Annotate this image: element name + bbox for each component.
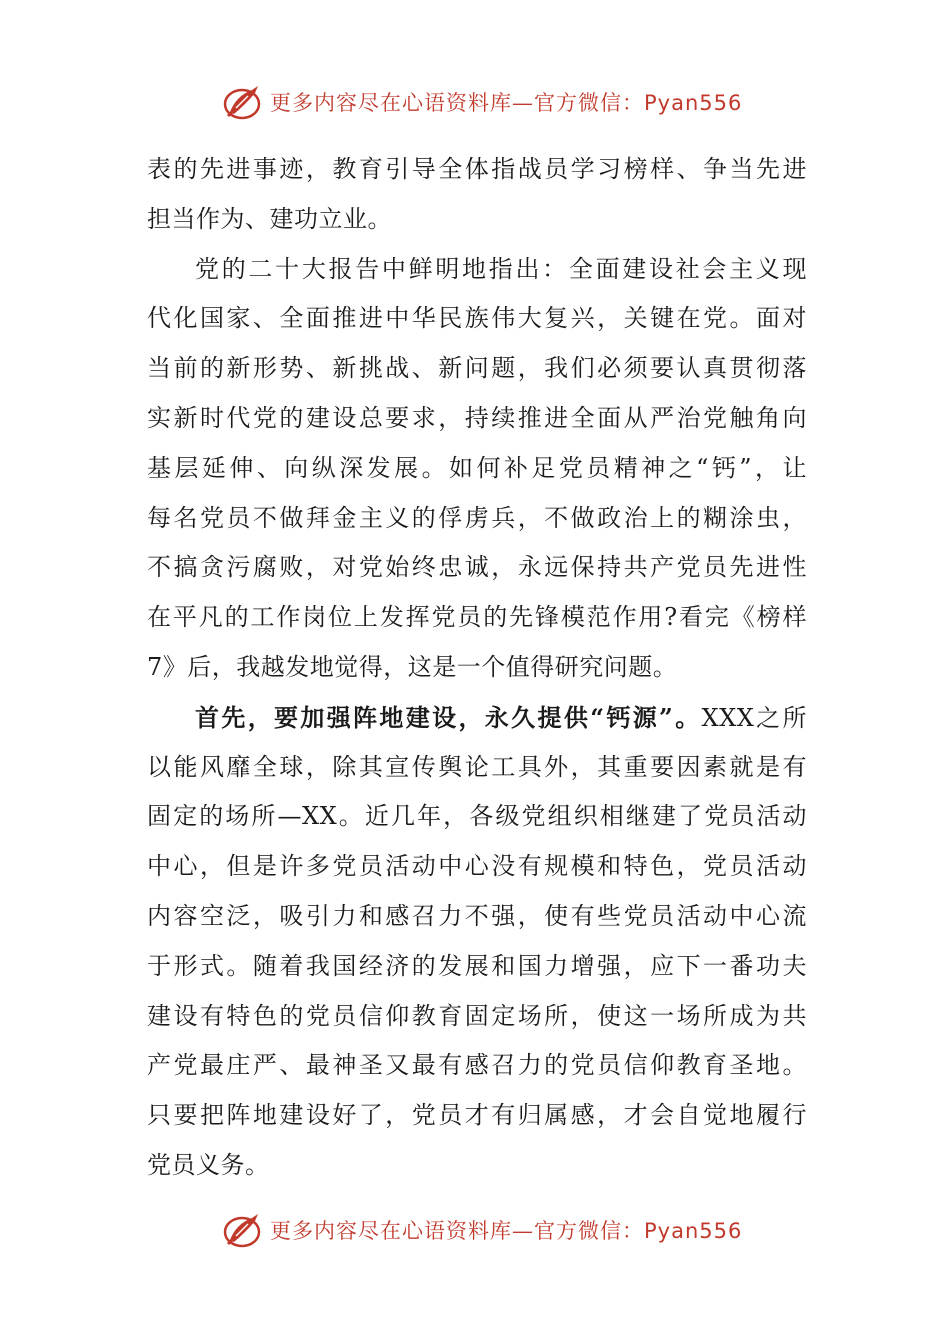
text-line: 建设有特色的党员信仰教育固定场所，使这一场所成为共 (147, 1001, 807, 1030)
text-line: 只要把阵地建设好了，党员才有归属感，才会自觉地履行 (147, 1101, 807, 1130)
text-line: 不搞贪污腐败，对党始终忠诚，永远保持共产党员先进性 (147, 553, 807, 582)
text-line: 当前的新形势、新挑战、新问题，我们必须要认真贯彻落 (147, 354, 807, 383)
text-line: 中心，但是许多党员活动中心没有规模和特色，党员活动 (147, 852, 807, 881)
text-line: 内容空泛，吸引力和感召力不强，使有些党员活动中心流 (147, 901, 807, 930)
text-line: 7》后，我越发地觉得，这是一个值得研究问题。 (147, 652, 678, 681)
bold-lead: 首先，要加强阵地建设，永久提供“钙源”。 (195, 702, 702, 732)
watermark-label: 更多内容尽在心语资料库—官方微信：Pyan556 (270, 91, 743, 115)
text-line: 以能风靡全球，除其宣传舆论工具外，其重要因素就是有 (147, 752, 807, 781)
text-line: 表的先进事迹，教育引导全体指战员学习榜样、争当先进 (147, 155, 807, 183)
text-line: 基层延伸、向纵深发展。如何补足党员精神之“钙”，让 (147, 453, 807, 482)
text-line: 产党最庄严、最神圣又最有感召力的党员信仰教育圣地。 (147, 1051, 807, 1080)
pen-nib-icon (222, 82, 266, 122)
watermark-label: 更多内容尽在心语资料库—官方微信：Pyan556 (270, 1219, 743, 1243)
text-line: 每名党员不做拜金主义的俘虏兵，不做政治上的糊涂虫， (147, 503, 807, 532)
document-body (147, 145, 807, 1191)
header-watermark (0, 80, 950, 124)
text-line: 担当作为、建功立业。 (147, 204, 392, 233)
pen-nib-icon (222, 1210, 266, 1250)
text-line: 代化国家、全面推进中华民族伟大复兴，关键在党。面对 (147, 304, 807, 333)
paragraph-start: 首先，要加强阵地建设，永久提供“钙源”。XXX之所 (195, 702, 807, 732)
text-line: 于形式。随着我国经济的发展和国力增强，应下一番功夫 (147, 951, 807, 980)
text-line: 实新时代党的建设总要求，持续推进全面从严治党触角向 (147, 403, 807, 432)
text-line: 党员义务。 (147, 1150, 270, 1179)
paragraph-start: 党的二十大报告中鲜明地指出：全面建设社会主义现 (195, 254, 807, 283)
text-line: 在平凡的工作岗位上发挥党员的先锋模范作用?看完《榜样 (147, 603, 807, 632)
footer-watermark (0, 1208, 950, 1252)
text-line: 固定的场所—XX。近几年，各级党组织相继建了党员活动 (147, 802, 807, 831)
